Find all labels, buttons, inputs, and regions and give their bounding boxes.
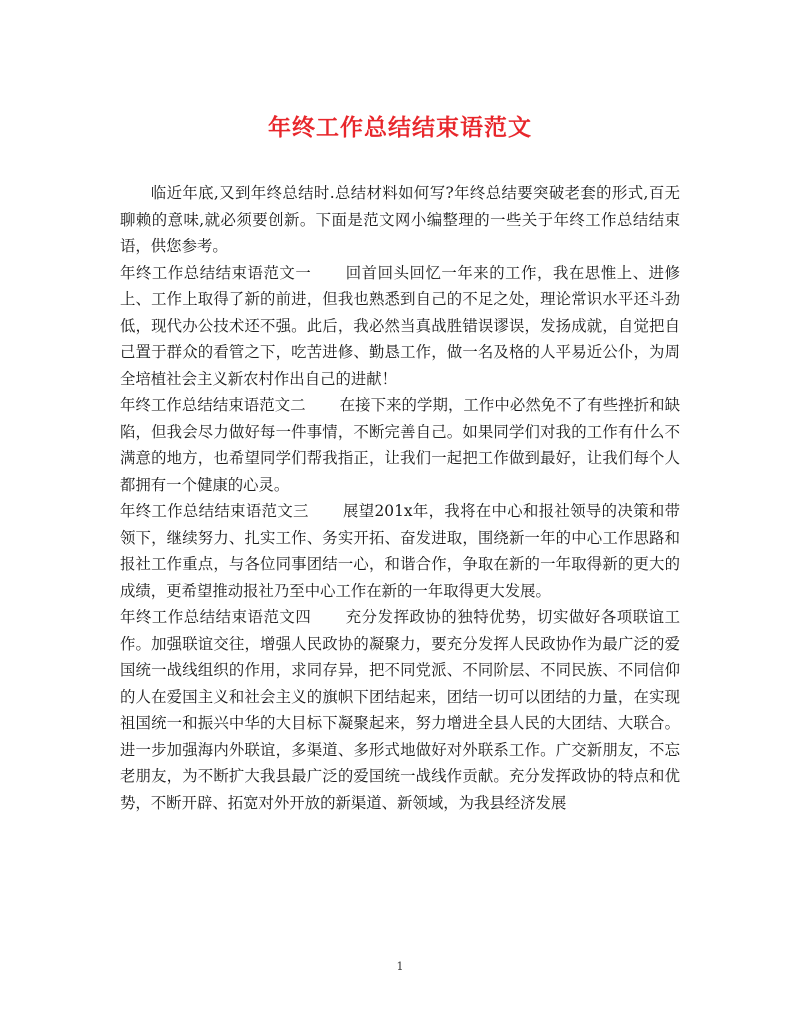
section-paragraph-2 <box>120 392 680 498</box>
section-paragraph-3 <box>120 498 680 604</box>
section-text-2: 在接下来的学期，工作中必然免不了有些挫折和缺陷，但我会尽力做好每一件事情，不断完善自己。如果同学们对我的工作有什么不满意的地方，也希望同学们帮我指正，让我们一起把工作做到最好，让我们每个人都拥有一个健康的心灵。 <box>120 396 680 494</box>
section-paragraph-4 <box>120 604 680 816</box>
section-heading-3: 年终工作总结结束语范文三 <box>120 502 309 520</box>
section-heading-1: 年终工作总结结束语范文一 <box>120 263 312 282</box>
document-title: 年终工作总结结束语范文 <box>268 114 532 141</box>
section-text-4: 充分发挥政协的独特优势，切实做好各项联谊工作。加强联谊交往，增强人民政协的凝聚力，要充分发挥人民政协作为最广泛的爱国统一战线组织的作用，求同存异，把不同党派、不同阶层、不同民族、不同信仰的人在爱国主义和社会主义的旗帜下团结起来，团结一切可以团结的力量，在实现祖国统一和振兴中华的大目标下凝聚起来，努力增进全县人民的大团结、大联合。进一步加强海内外联谊，多渠道、多形式地做好对外联系工作。广交新朋友，不忘老朋友，为不断扩大我县最广泛的爱国统一战线作贡献。充分发挥政协的特点和优势，不断开辟、拓宽对外开放的新渠道、新领域，为我县经济发展 <box>120 608 680 812</box>
page-number: 1 <box>396 960 404 973</box>
document-body <box>120 180 680 816</box>
section-text-3: 展望201x年，我将在中心和报社领导的决策和带领下，继续努力、扎实工作、务实开拓、奋发进取，围绕新一年的中心工作思路和报社工作重点，与各位同事团结一心，和谐合作，争取在新的一年取得新的更大的成绩，更希望推动报社乃至中心工作在新的一年取得更大发展。 <box>120 502 680 600</box>
section-text-1: 回首回头回忆一年来的工作，我在思惟上、进修上、工作上取得了新的前进，但我也熟悉到自己的不足之处，理论常识水平还斗劲低，现代办公技术还不强。此后，我必然当真战胜错误谬误，发扬成就，自觉把自己置于群众的看管之下，吃苦进修、勤恳工作，做一名及格的人平易近公仆，为周全培植社会主义新农村作出自己的进献！ <box>120 263 680 388</box>
section-heading-2: 年终工作总结结束语范文二 <box>120 396 306 414</box>
section-paragraph-1 <box>120 260 680 393</box>
intro-paragraph: 临近年底,又到年终总结时.总结材料如何写?年终总结要突破老套的形式,百无聊赖的意味,就必须要创新。下面是范文网小编整理的一些关于年终工作总结结束语，供您参考。 <box>120 184 680 255</box>
section-heading-4: 年终工作总结结束语范文四 <box>120 608 312 626</box>
